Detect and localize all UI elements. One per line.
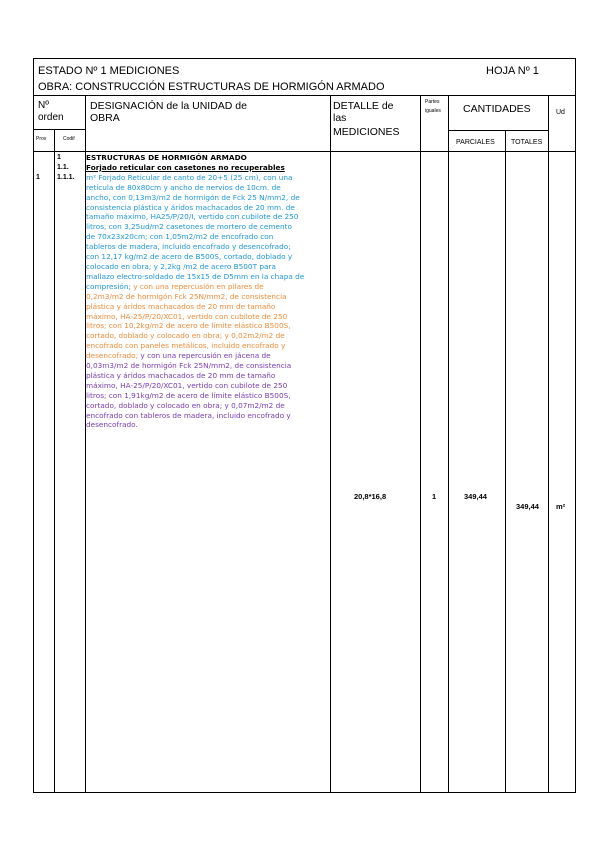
description-line: [86, 341, 330, 351]
description-line: [86, 242, 330, 252]
frame-top: [33, 58, 575, 59]
col-designacion-l1: DESIGNACIÓN de la UNIDAD de: [90, 100, 247, 112]
description-line: [86, 321, 330, 331]
header-divider: [33, 95, 576, 96]
description-line: [86, 312, 330, 322]
description-text-blue: mallazo electro-soldado de 15x15 de D5mm en la chapa de: [86, 271, 305, 281]
unit-value: m²: [556, 502, 566, 511]
row-codif-1: 1: [57, 154, 61, 161]
row-prov: 1: [36, 174, 40, 181]
orden-divider: [33, 129, 85, 130]
description-text-blue: tamaño máximo, HA25/P/20/I, vertido con cubilote de 250: [86, 212, 299, 222]
col-orden-l1: Nº: [38, 100, 49, 111]
description-line: [86, 351, 330, 361]
description-line: [86, 420, 330, 430]
description-text-blue: compresión;: [86, 281, 131, 291]
obra-title: OBRA: CONSTRUCCIÓN ESTRUCTURAS DE HORMIGÓN ARMADO: [38, 81, 385, 93]
totales-value: 349,44: [516, 502, 539, 511]
col-detalle-l2: las: [333, 112, 347, 124]
col-line-partes: [448, 95, 449, 793]
description-text-blue: litros, con 3,25ud/m2 casetones de mortero de cemento: [86, 222, 292, 232]
col-line-designacion: [330, 95, 331, 793]
cantidades-divider: [448, 130, 548, 131]
col-ud: Ud: [556, 109, 565, 116]
description-line: [86, 203, 330, 213]
description-text-orange: 0,2m3/m2 de hormigón Fck 25N/mm2, de consistencia: [86, 291, 287, 301]
description-text-blue: tableros de madera, incluido encofrado y desencofrado;: [86, 242, 291, 252]
col-line-detalle: [420, 95, 421, 793]
description-line: [86, 193, 330, 203]
frame-bottom: [33, 792, 575, 793]
col-partes-l1: Partes: [425, 99, 440, 105]
description-line: [86, 183, 330, 193]
description-line: [86, 252, 330, 262]
description-line: [86, 292, 330, 302]
description-text-purple: y con una repercusión en jácena de: [138, 351, 271, 361]
description-text-blue: consistencia plástica y áridos machacados de 20 mm. de: [86, 202, 295, 212]
description-text-purple: desencofrado.: [86, 420, 138, 430]
description-text-blue: ancho, con 0,13m3/m2 de hormigón de Fck 25 N/mm2, de: [86, 192, 300, 202]
subheader-divider: [33, 151, 576, 152]
col-prov: Prov: [36, 136, 47, 142]
col-detalle-l1: DETALLE de: [333, 100, 394, 112]
description-text-orange: máximo, HA-25/P/20/XC01, vertido con cubilote de 250: [86, 311, 288, 321]
col-parciales: PARCIALES: [456, 139, 495, 146]
description-line: [86, 302, 330, 312]
description-line: [86, 272, 330, 282]
col-detalle-l3: MEDICIONES: [333, 126, 400, 138]
description-text-orange: litros; con 10,2kg/m2 de acero de límite elástico B500S,: [86, 321, 291, 331]
description-text-blue: de 70x23x20cm; con 1,05m2/m2 de encofrado con: [86, 232, 274, 242]
description-line: [86, 232, 330, 242]
chapter-title: ESTRUCTURAS DE HORMIGÓN ARMADO: [86, 153, 247, 162]
description-line: [86, 381, 330, 391]
col-line-totales: [548, 95, 549, 793]
description-line: [86, 371, 330, 381]
row-codif-2: 1.1.: [57, 164, 69, 171]
description-text-orange: encofrado con paneles metálicos, incluido encofrado y: [86, 341, 286, 351]
description-text-orange: y con una repercusión en pilares de: [130, 281, 264, 291]
description-text-purple: cortado, doblado y colocado en obra; y 0,07m2/m2 de: [86, 400, 285, 410]
partes-value: 1: [432, 492, 437, 501]
description-text-blue: retícula de 80x80cm y ancho de nervios de 10cm. de: [86, 182, 281, 192]
description-text-purple: 0,03m3/m2 de hormigón Fck 25N/mm2, de consistencia: [86, 361, 292, 371]
col-codif: Codif: [63, 136, 75, 142]
description-line: [86, 262, 330, 272]
description-line: [86, 173, 330, 183]
description-text-purple: litros; con 1,91kg/m2 de acero de límite elástico B500S,: [86, 390, 291, 400]
description-line: [86, 282, 330, 292]
detalle-value: 20,8*16,8: [354, 492, 387, 501]
sheet-number: HOJA Nº 1: [486, 65, 539, 77]
description-line: [86, 411, 330, 421]
col-totales: TOTALES: [511, 139, 543, 146]
row-codif-3: 1.1.1.: [57, 174, 75, 181]
description-line: [86, 212, 330, 222]
description-text-purple: máximo, HA-25/P/20/XC01, vertido con cubilote de 250: [86, 380, 288, 390]
description-text-blue: colocado en obra; y 2,2kg /m2 de acero B500T para: [86, 261, 276, 271]
description-line: [86, 222, 330, 232]
col-orden-l2: orden: [38, 112, 64, 123]
parciales-value: 349,44: [464, 492, 487, 501]
description-line: [86, 391, 330, 401]
col-partes-l2: iguales: [425, 108, 441, 114]
description-text-orange: cortado, doblado y colocado en obra; y 0,02m2/m2 de: [86, 331, 285, 341]
description-text-orange: desencofrado;: [86, 351, 139, 361]
description-line: [86, 331, 330, 341]
description-line: [86, 361, 330, 371]
col-cantidades: CANTIDADES: [463, 103, 531, 115]
page-title: ESTADO Nº 1 MEDICIONES: [38, 65, 180, 77]
description-line: [86, 401, 330, 411]
col-line-parciales: [505, 130, 506, 793]
description-text-orange: plástica y áridos machacados de 20 mm de tamaño: [86, 301, 276, 311]
frame-right: [575, 58, 576, 793]
col-line-prov: [54, 129, 55, 793]
description-text-blue: m² Forjado Reticular de canto de 20+5 (25 cm), con una: [86, 172, 293, 182]
frame-left: [33, 58, 34, 793]
description-text-blue: con 12,17 kg/m2 de acero de B500S, cortado, doblado y: [86, 252, 293, 262]
item-description: [86, 153, 330, 430]
col-designacion-l2: OBRA: [90, 112, 120, 124]
subchapter-title: Forjado reticular con casetones no recuperables: [86, 162, 285, 172]
description-text-purple: plástica y áridos machacados de 20 mm de tamaño: [86, 370, 276, 380]
description-text-purple: encofrado con tableros de madera, incluido encofrado y: [86, 410, 291, 420]
